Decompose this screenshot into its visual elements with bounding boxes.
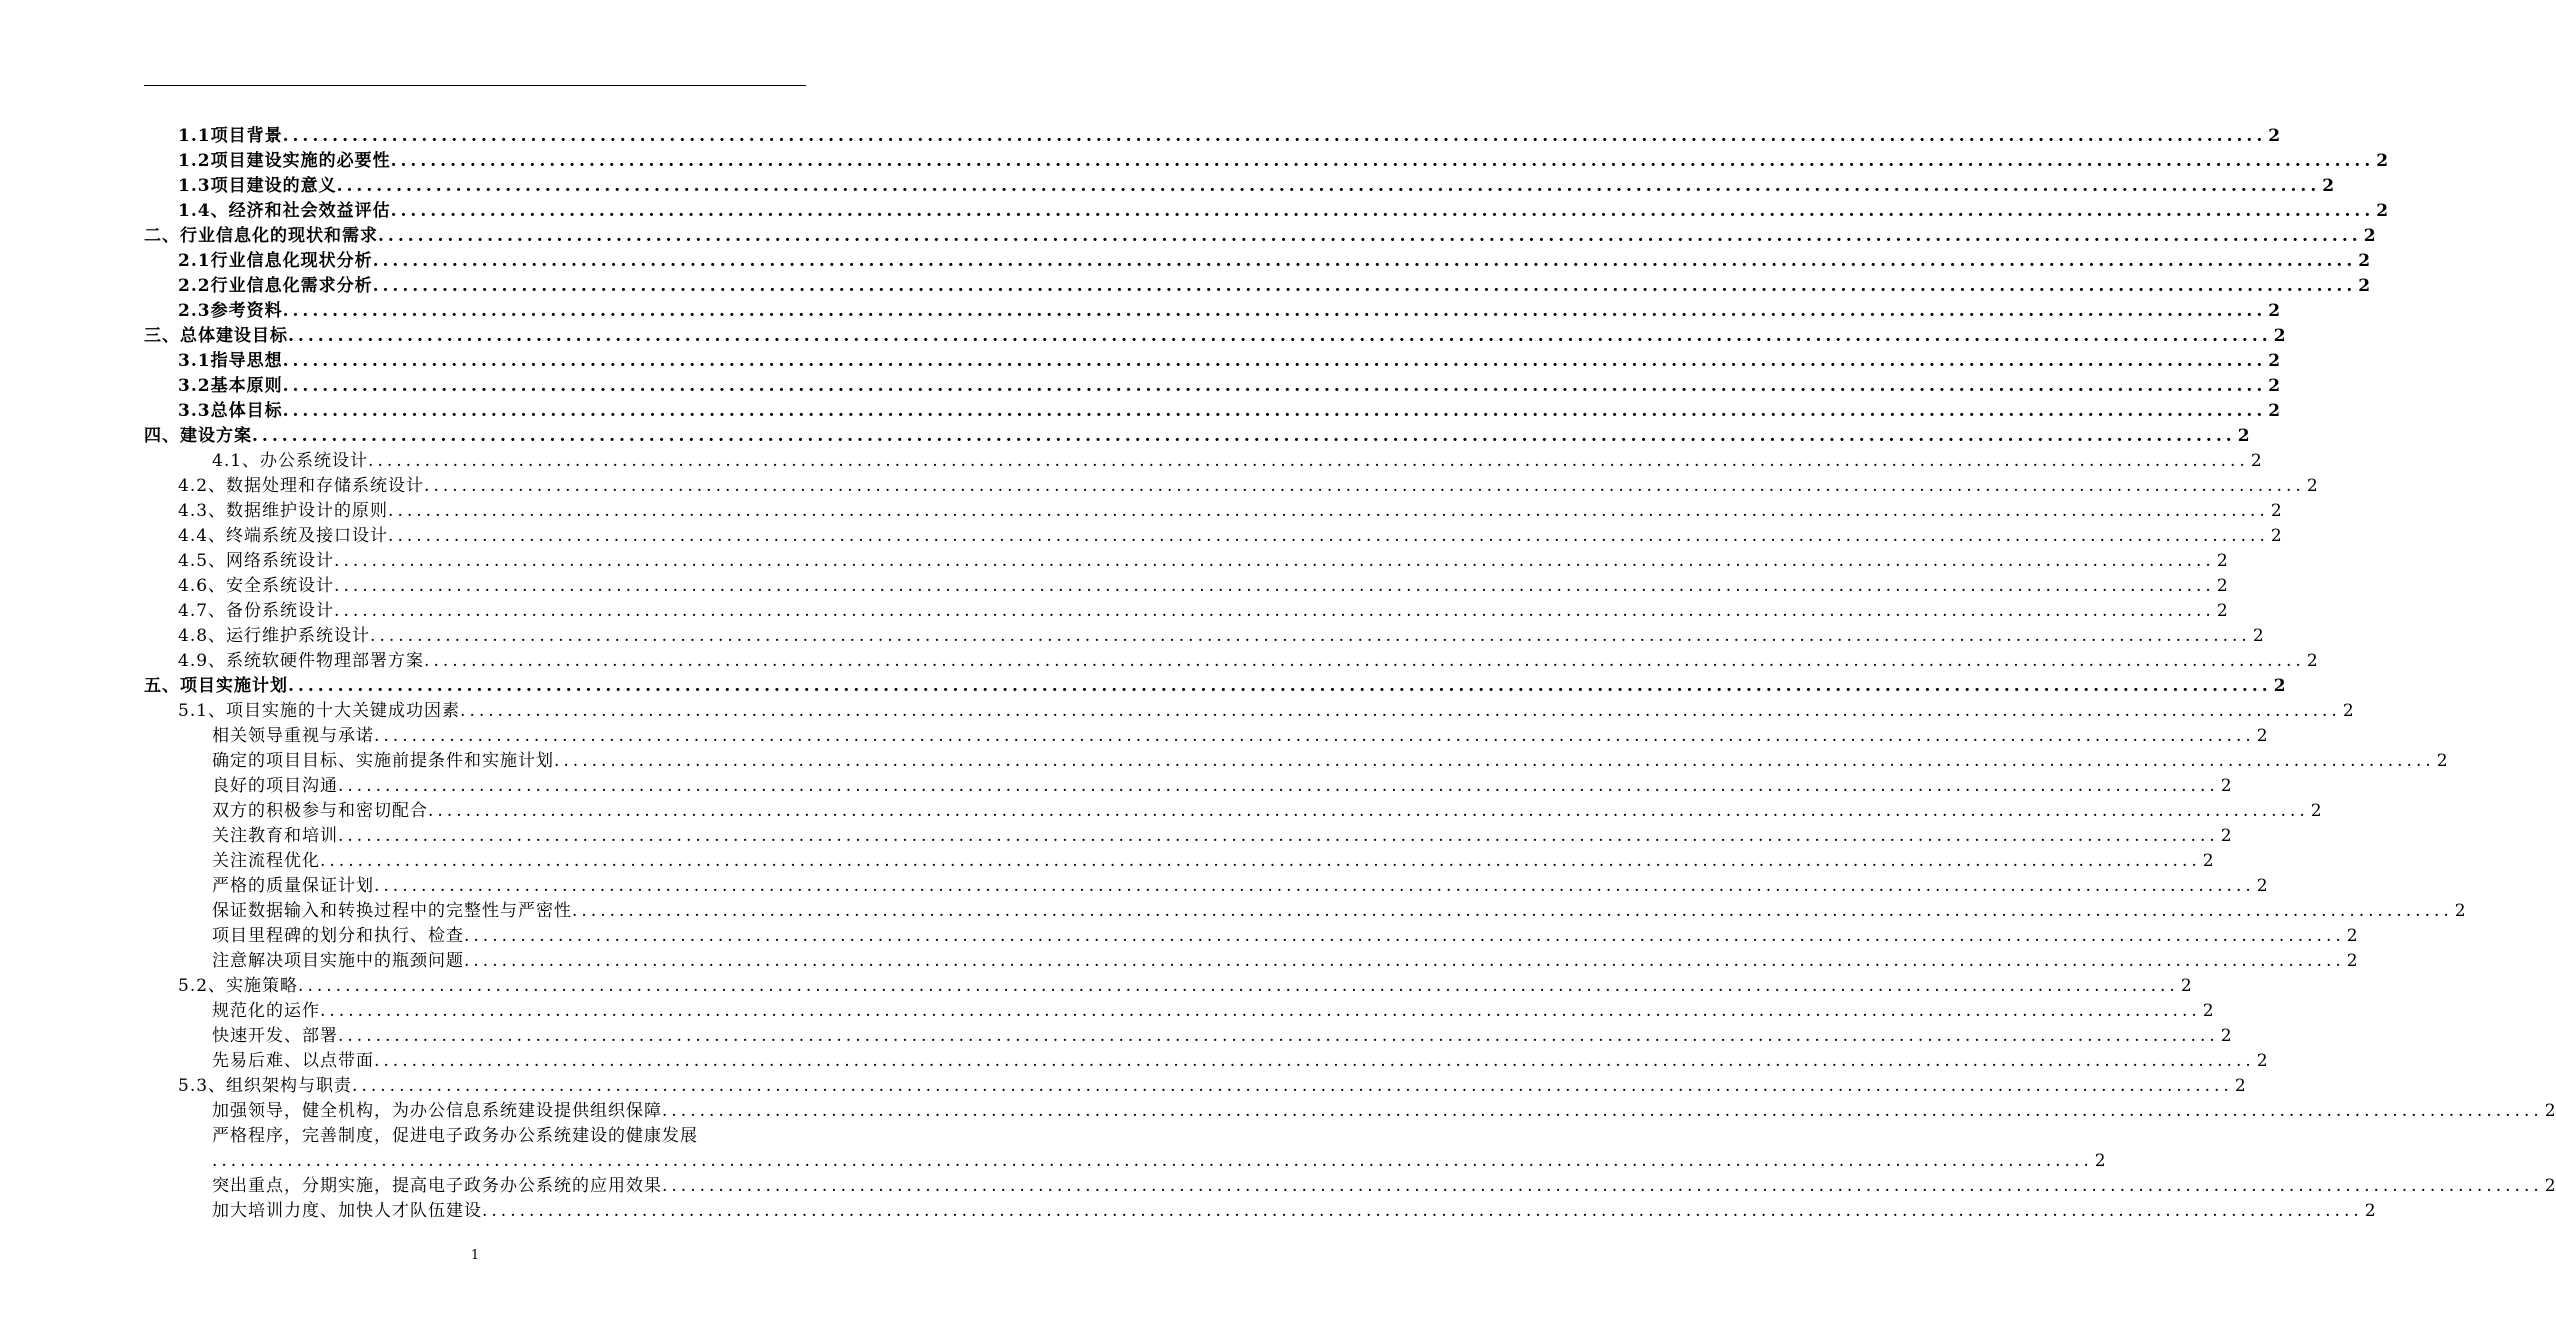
toc-entry[interactable] <box>212 749 2448 774</box>
toc-entry-title: 3.2基本原则 <box>178 376 283 396</box>
toc-dot-leader: ........................................................................................................................................................................................................ <box>282 401 2267 421</box>
toc-entry-title: 5.3、组织架构与职责 <box>178 1076 353 1096</box>
toc-dot-leader: ........................................................................................................................................................................................................ <box>464 951 2345 971</box>
toc-entry[interactable] <box>178 649 2318 674</box>
toc-entry-page: 2 <box>2363 226 2376 246</box>
toc-entry-page: 2 <box>2220 826 2232 846</box>
toc-entry[interactable] <box>212 949 2358 974</box>
toc-entry-title: 注意解决项目实施中的瓶颈问题 <box>212 951 464 971</box>
toc-entry-page: 2 <box>2270 501 2282 521</box>
toc-entry-title: 相关领导重视与承诺 <box>212 726 374 746</box>
toc-entry-page: 2 <box>2436 751 2448 771</box>
toc-entry-title: 4.5、网络系统设计 <box>178 551 335 571</box>
toc-entry-title: 2.2行业信息化需求分析 <box>178 276 373 296</box>
toc-dot-leader: ........................................................................................................................................................................................................ <box>338 1026 2219 1046</box>
toc-entry[interactable] <box>178 549 2228 574</box>
toc-dot-leader: ........................................................................................................................................................................................................ <box>282 351 2267 371</box>
toc-entry-page: 2 <box>2346 951 2358 971</box>
toc-entry-title: 先易后难、以点带面 <box>212 1051 374 1071</box>
toc-entry-title: 四、建设方案 <box>144 426 252 446</box>
toc-entry-title: 快速开发、部署 <box>212 1026 338 1046</box>
toc-dot-leader: ........................................................................................................................................................................................................ <box>334 601 2215 621</box>
toc-entry[interactable] <box>212 1049 2268 1074</box>
toc-dot-leader: ........................................................................................................................................................................................................ <box>338 826 2219 846</box>
toc-dot-leader: ........................................................................................................................................................................................................ <box>352 1076 2233 1096</box>
toc-entry-title: 4.9、系统软硬件物理部署方案 <box>178 651 425 671</box>
toc-entry-page: 2 <box>2216 601 2228 621</box>
toc-entry-page: 2 <box>2237 426 2250 446</box>
toc-entry[interactable] <box>212 1149 2106 1174</box>
toc-entry[interactable] <box>212 1099 2556 1124</box>
toc-entry-page: 2 <box>2094 1151 2106 1171</box>
toc-entry-title: 4.4、终端系统及接口设计 <box>178 526 389 546</box>
toc-entry-page: 2 <box>2268 301 2281 321</box>
toc-entry-title: 5.1、项目实施的十大关键成功因素 <box>178 701 461 721</box>
toc-entry[interactable] <box>212 874 2268 899</box>
toc-entry[interactable] <box>178 274 2371 299</box>
toc-dot-leader: ........................................................................................................................................................................................................ <box>212 1151 2093 1171</box>
toc-dot-leader: ........................................................................................................................................................................................................ <box>298 976 2179 996</box>
toc-entry-title: 确定的项目目标、实施前提条件和实施计划 <box>212 751 554 771</box>
toc-entry-title: 1.3项目建设的意义 <box>178 176 337 196</box>
toc-dot-leader: ........................................................................................................................................................................................................ <box>368 451 2249 471</box>
toc-entry[interactable] <box>178 199 2389 224</box>
toc-entry-page: 2 <box>2250 451 2262 471</box>
toc-entry[interactable] <box>212 924 2358 949</box>
toc-entry-page: 2 <box>2376 151 2389 171</box>
toc-entry[interactable] <box>178 599 2228 624</box>
toc-entry-page: 2 <box>2234 1076 2246 1096</box>
toc-entry[interactable] <box>178 699 2354 724</box>
toc-dot-leader: ........................................................................................................................................................................................................ <box>460 701 2341 721</box>
toc-entry-title: 加大培训力度、加快人才队伍建设 <box>212 1201 482 1221</box>
toc-dot-leader: ........................................................................................................................................................................................................ <box>338 776 2219 796</box>
toc-entry-page: 2 <box>2322 176 2335 196</box>
toc-entry-page: 2 <box>2358 251 2371 271</box>
toc-entry-title: 2.1行业信息化现状分析 <box>178 251 373 271</box>
toc-dot-leader: ........................................................................................................................................................................................................ <box>372 251 2357 271</box>
toc-entry-title: 加强领导，健全机构，为办公信息系统建设提供组织保障 <box>212 1101 662 1121</box>
toc-entry-title: 4.8、运行维护系统设计 <box>178 626 371 646</box>
toc-dot-leader: ........................................................................................................................................................................................................ <box>390 201 2375 221</box>
toc-entry-page: 2 <box>2342 701 2354 721</box>
toc-entry-page: 2 <box>2306 476 2318 496</box>
toc-entry-title: 3.3总体目标 <box>178 401 283 421</box>
toc-entry-page: 2 <box>2346 926 2358 946</box>
toc-entry-title: 良好的项目沟通 <box>212 776 338 796</box>
toc-entry-page: 2 <box>2364 1201 2376 1221</box>
toc-dot-leader: ........................................................................................................................................................................................................ <box>370 626 2251 646</box>
toc-dot-leader: ........................................................................................................................................................................................................ <box>282 376 2267 396</box>
toc-entry-title: 4.3、数据维护设计的原则 <box>178 501 389 521</box>
toc-entry[interactable] <box>212 1174 2556 1199</box>
toc-entry-title: 项目里程碑的划分和执行、检查 <box>212 926 464 946</box>
toc-entry[interactable] <box>178 1074 2246 1099</box>
toc-entry-title: 1.2项目建设实施的必要性 <box>178 151 391 171</box>
toc-entry-page: 2 <box>2268 126 2281 146</box>
toc-entry[interactable] <box>178 574 2228 599</box>
toc-entry[interactable] <box>178 499 2282 524</box>
toc-dot-leader: ........................................................................................................................................................................................................ <box>282 301 2267 321</box>
toc-dot-leader: ........................................................................................................................................................................................................ <box>424 476 2305 496</box>
toc-dot-leader: ........................................................................................................................................................................................................ <box>424 651 2305 671</box>
toc-entry[interactable] <box>178 374 2281 399</box>
toc-dot-leader: ........................................................................................................................................................................................................ <box>572 901 2453 921</box>
toc-dot-leader: ........................................................................................................................................................................................................ <box>320 1001 2201 1021</box>
toc-entry[interactable] <box>178 349 2281 374</box>
toc-entry-title: 2.3参考资料 <box>178 301 283 321</box>
toc-dot-leader: ........................................................................................................................................................................................................ <box>378 226 2362 246</box>
toc-entry[interactable] <box>178 399 2281 424</box>
toc-entry-title: 二、行业信息化的现状和需求 <box>144 226 378 246</box>
header-rule <box>144 85 806 86</box>
toc-entry[interactable] <box>178 124 2281 149</box>
toc-entry-title: 双方的积极参与和密切配合 <box>212 801 428 821</box>
toc-entry-title: 规范化的运作 <box>212 1001 320 1021</box>
toc-entry-title: 1.1项目背景 <box>178 126 283 146</box>
toc-entry[interactable] <box>178 974 2192 999</box>
toc-entry-page: 2 <box>2256 1051 2268 1071</box>
toc-dot-leader: ........................................................................................................................................................................................................ <box>372 276 2357 296</box>
toc-entry[interactable] <box>178 524 2282 549</box>
toc-dot-leader: ........................................................................................................................................................................................................ <box>334 551 2215 571</box>
toc-dot-leader: ........................................................................................................................................................................................................ <box>388 526 2269 546</box>
toc-entry-page: 2 <box>2202 1001 2214 1021</box>
toc-entry[interactable] <box>178 149 2389 174</box>
toc-dot-leader: ........................................................................................................................................................................................................ <box>662 1101 2543 1121</box>
toc-entry[interactable] <box>178 249 2371 274</box>
toc-entry-title: 严格程序，完善制度，促进电子政务办公系统建设的健康发展 <box>212 1126 698 1146</box>
toc-entry[interactable] <box>212 899 2466 924</box>
toc-entry[interactable] <box>212 774 2232 799</box>
toc-entry-title: 关注教育和培训 <box>212 826 338 846</box>
toc-dot-leader: ........................................................................................................................................................................................................ <box>388 501 2269 521</box>
toc-dot-leader: ........................................................................................................................................................................................................ <box>336 176 2321 196</box>
toc-entry-page: 2 <box>2202 851 2214 871</box>
toc-dot-leader: ........................................................................................................................................................................................................ <box>554 751 2435 771</box>
toc-entry-title: 关注流程优化 <box>212 851 320 871</box>
toc-dot-leader: ........................................................................................................................................................................................................ <box>662 1176 2543 1196</box>
toc-entry-page: 2 <box>2216 576 2228 596</box>
toc-entry[interactable] <box>144 224 2376 249</box>
toc-dot-leader: ........................................................................................................................................................................................................ <box>282 126 2267 146</box>
toc-entry[interactable] <box>178 299 2281 324</box>
toc-entry-page: 2 <box>2273 676 2286 696</box>
toc-entry-page: 2 <box>2268 401 2281 421</box>
page-number: 1 <box>470 1248 480 1263</box>
toc-entry[interactable] <box>212 1024 2232 1049</box>
toc-entry[interactable] <box>178 174 2335 199</box>
toc-entry-title: 4.6、安全系统设计 <box>178 576 335 596</box>
toc-entry-page: 2 <box>2544 1176 2556 1196</box>
toc-entry-page: 2 <box>2220 1026 2232 1046</box>
toc-dot-leader: ........................................................................................................................................................................................................ <box>252 426 2236 446</box>
toc-entry[interactable] <box>212 849 2214 874</box>
toc-entry[interactable] <box>212 1199 2376 1224</box>
toc-entry-title: 5.2、实施策略 <box>178 976 299 996</box>
toc-dot-leader: ........................................................................................................................................................................................................ <box>428 801 2309 821</box>
toc-dot-leader: ........................................................................................................................................................................................................ <box>374 726 2255 746</box>
toc-dot-leader: ........................................................................................................................................................................................................ <box>288 326 2272 346</box>
toc-dot-leader: ........................................................................................................................................................................................................ <box>464 926 2345 946</box>
toc-entry-title: 五、项目实施计划 <box>144 676 288 696</box>
toc-entry[interactable] <box>144 424 2250 449</box>
toc-dot-leader: ........................................................................................................................................................................................................ <box>334 576 2215 596</box>
toc-entry[interactable] <box>212 999 2214 1024</box>
toc-entry[interactable] <box>212 799 2322 824</box>
toc-entry-page: 2 <box>2256 726 2268 746</box>
toc-entry-page: 2 <box>2268 376 2281 396</box>
toc-entry-page: 2 <box>2376 201 2389 221</box>
toc-entry[interactable] <box>178 624 2264 649</box>
toc-dot-leader: ........................................................................................................................................................................................................ <box>288 676 2272 696</box>
toc-entry-title: 突出重点，分期实施，提高电子政务办公系统的应用效果 <box>212 1176 662 1196</box>
toc-entry-page: 2 <box>2268 351 2281 371</box>
toc-entry-title: 三、总体建设目标 <box>144 326 288 346</box>
toc-entry-page: 2 <box>2358 276 2371 296</box>
toc-entry-page: 2 <box>2310 801 2322 821</box>
toc-dot-leader: ........................................................................................................................................................................................................ <box>320 851 2201 871</box>
toc-entry[interactable] <box>144 324 2286 349</box>
toc-dot-leader: ........................................................................................................................................................................................................ <box>374 876 2255 896</box>
toc-entry-page: 2 <box>2273 326 2286 346</box>
toc-entry[interactable] <box>212 824 2232 849</box>
toc-entry-page: 2 <box>2180 976 2192 996</box>
toc-entry-title: 保证数据输入和转换过程中的完整性与严密性 <box>212 901 572 921</box>
toc-entry[interactable] <box>144 674 2286 699</box>
toc-entry-page: 2 <box>2544 1101 2556 1121</box>
toc-entry-title: 1.4、经济和社会效益评估 <box>178 201 391 221</box>
toc-dot-leader: ........................................................................................................................................................................................................ <box>374 1051 2255 1071</box>
toc-entry-page: 2 <box>2216 551 2228 571</box>
toc-entry-page: 2 <box>2270 526 2282 546</box>
toc-entry[interactable] <box>212 724 2268 749</box>
toc-entry[interactable] <box>212 1124 806 1149</box>
toc-entry-title: 严格的质量保证计划 <box>212 876 374 896</box>
toc-entry-title: 4.2、数据处理和存储系统设计 <box>178 476 425 496</box>
toc-entry-page: 2 <box>2306 651 2318 671</box>
toc-entry-page: 2 <box>2252 626 2264 646</box>
toc-entry-title: 4.1、办公系统设计 <box>212 451 369 471</box>
toc-entry-page: 2 <box>2454 901 2466 921</box>
toc-entry-page: 2 <box>2256 876 2268 896</box>
toc-entry-title: 3.1指导思想 <box>178 351 283 371</box>
toc-dot-leader: ........................................................................................................................................................................................................ <box>482 1201 2363 1221</box>
toc-entry-page: 2 <box>2220 776 2232 796</box>
toc-entry[interactable] <box>212 449 2262 474</box>
toc-entry-title: 4.7、备份系统设计 <box>178 601 335 621</box>
toc-entry[interactable] <box>178 474 2318 499</box>
toc-dot-leader: ........................................................................................................................................................................................................ <box>390 151 2375 171</box>
